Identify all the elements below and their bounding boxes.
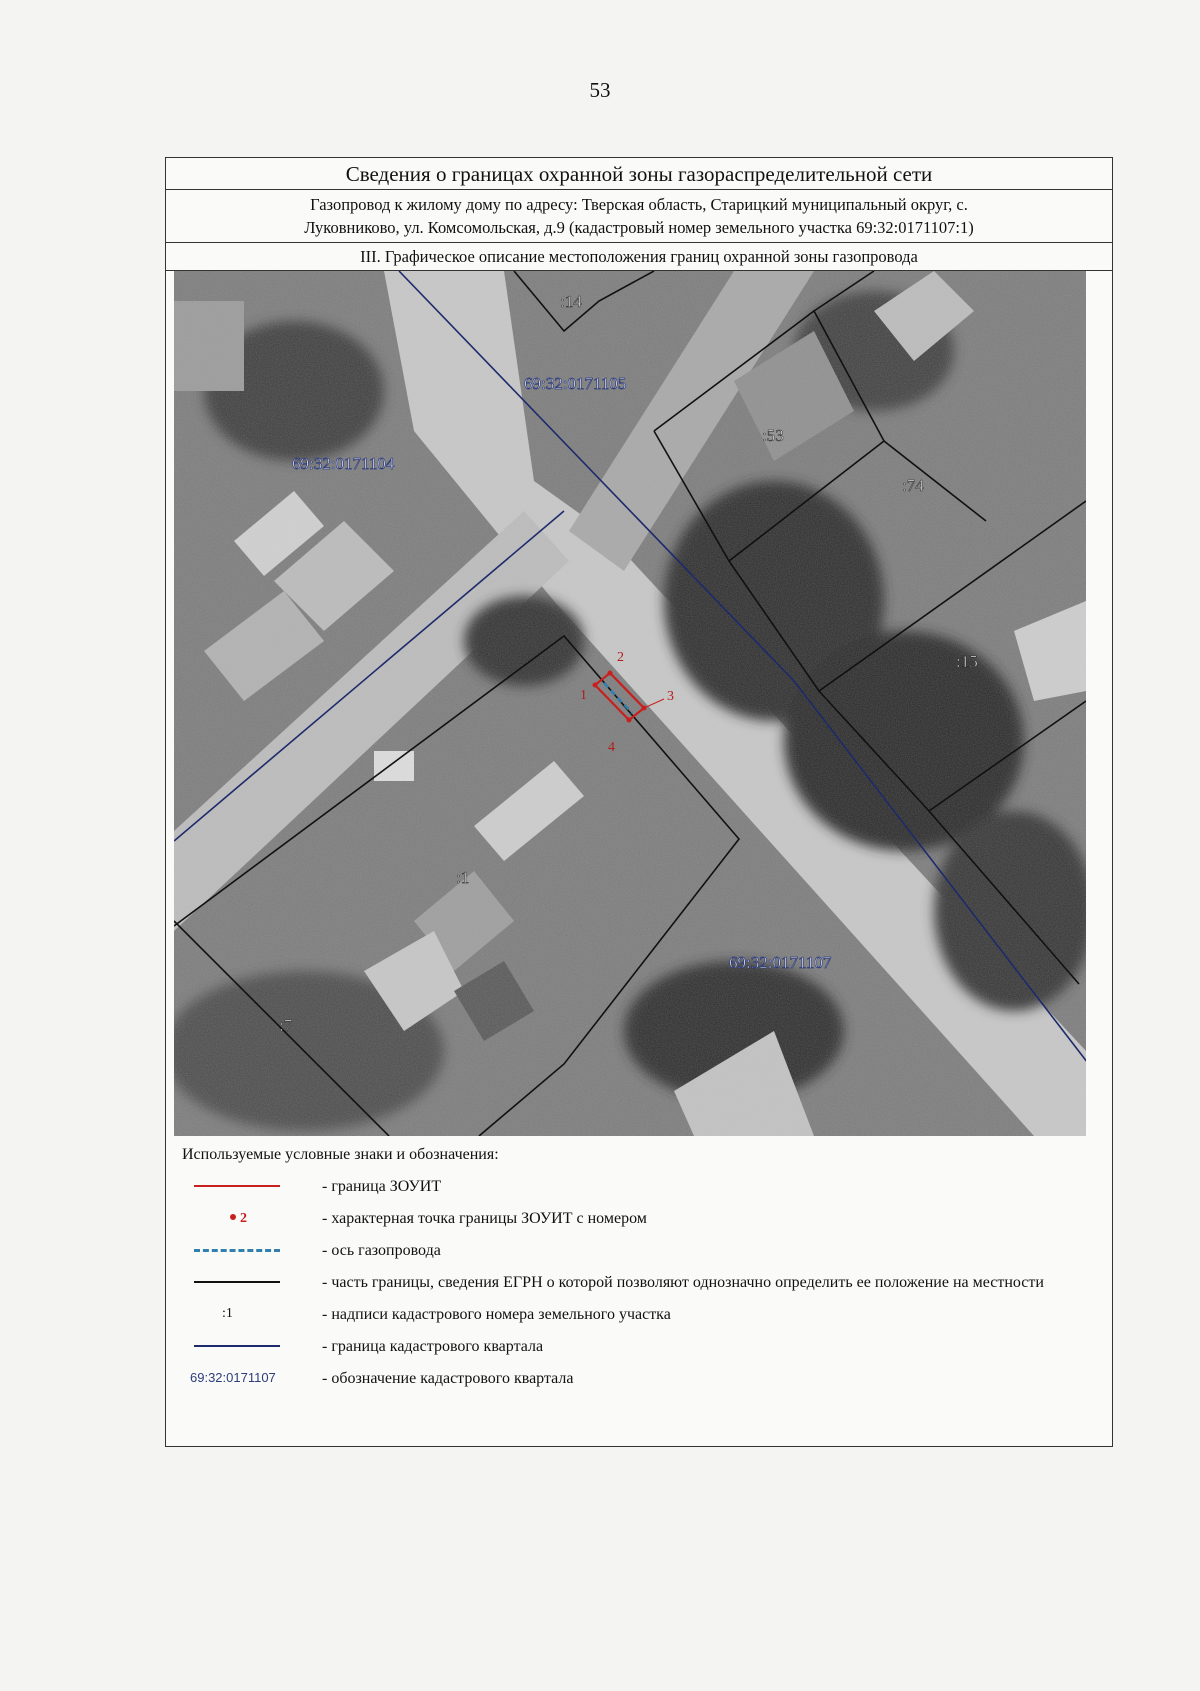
legend-text: - ось газопровода [322, 1242, 441, 1259]
parcel-label-14: :14 [560, 292, 582, 311]
legend-text: - граница ЗОУИТ [322, 1178, 442, 1195]
document-frame [165, 157, 1113, 1447]
parcel-label-7: :7 [279, 1016, 293, 1035]
point-label-3: 3 [667, 689, 674, 704]
legend-text: - надписи кадастрового номера земельного участка [322, 1306, 671, 1323]
red-line-icon [182, 1176, 302, 1196]
quarter-label-symbol [182, 1368, 302, 1388]
quarter-label-0171107: 69:32:0171107 [729, 953, 832, 972]
parcel-label-1: :1 [456, 868, 470, 887]
map-svg [174, 271, 1086, 1136]
point-label-4: 4 [608, 740, 615, 755]
point-label-2: 2 [617, 650, 624, 665]
parcel-label-15: :15 [956, 652, 978, 671]
legend-item-egrn-boundary [182, 1272, 1102, 1294]
photo-grain [174, 271, 1086, 1136]
legend-text: - граница кадастрового квартала [322, 1338, 544, 1355]
aerial-map [174, 271, 1086, 1136]
parcel-label-74: :74 [902, 476, 924, 495]
black-line-icon [182, 1272, 302, 1292]
legend-item-zone-point [182, 1208, 1102, 1230]
legend-heading: Используемые условные знаки и обозначения: [182, 1146, 499, 1163]
document-title: Сведения о границах охранной зоны газораспределительной сети [166, 158, 1112, 190]
navy-line-icon [182, 1336, 302, 1356]
page-number: 53 [589, 78, 611, 102]
legend-item-zone-boundary [182, 1176, 1102, 1198]
quarter-label-0171104: 69:32:0171104 [292, 454, 395, 473]
quarter-label-0171105: 69:32:0171105 [524, 374, 627, 393]
object-description-line2: Луковниково, ул. Комсомольская, д.9 (кадастровый номер земельного участка 69:32:0171107:1) [304, 218, 974, 237]
legend-symbol-text: 2 [240, 1211, 247, 1226]
legend-text: - характерная точка границы ЗОУИТ с номером [322, 1210, 647, 1227]
legend-text: - часть границы, сведения ЕГРН о которой позволяют однозначно определить ее положение на местности [322, 1274, 1044, 1291]
legend-symbol-text: 69:32:0171107 [190, 1370, 276, 1385]
parcel-label-symbol [182, 1304, 302, 1324]
object-description [166, 190, 1112, 243]
red-point-icon [182, 1208, 302, 1228]
point-label-1: 1 [580, 688, 587, 703]
blue-dashed-line-icon [182, 1240, 302, 1260]
object-description-line1: Газопровод к жилому дому по адресу: Тверская область, Старицкий муниципальный округ, с. [310, 195, 968, 214]
legend-text: - обозначение кадастрового квартала [322, 1370, 574, 1387]
legend-item-quarter-label [182, 1368, 1102, 1390]
legend-item-parcel-label [182, 1304, 1102, 1326]
parcel-label-53: :53 [762, 426, 784, 445]
legend [182, 1146, 1102, 1400]
legend-item-gas-axis [182, 1240, 1102, 1262]
legend-item-quarter-boundary [182, 1336, 1102, 1358]
legend-symbol-text: :1 [222, 1306, 233, 1321]
section-title: III. Графическое описание местоположения границ охранной зоны газопровода [166, 243, 1112, 271]
